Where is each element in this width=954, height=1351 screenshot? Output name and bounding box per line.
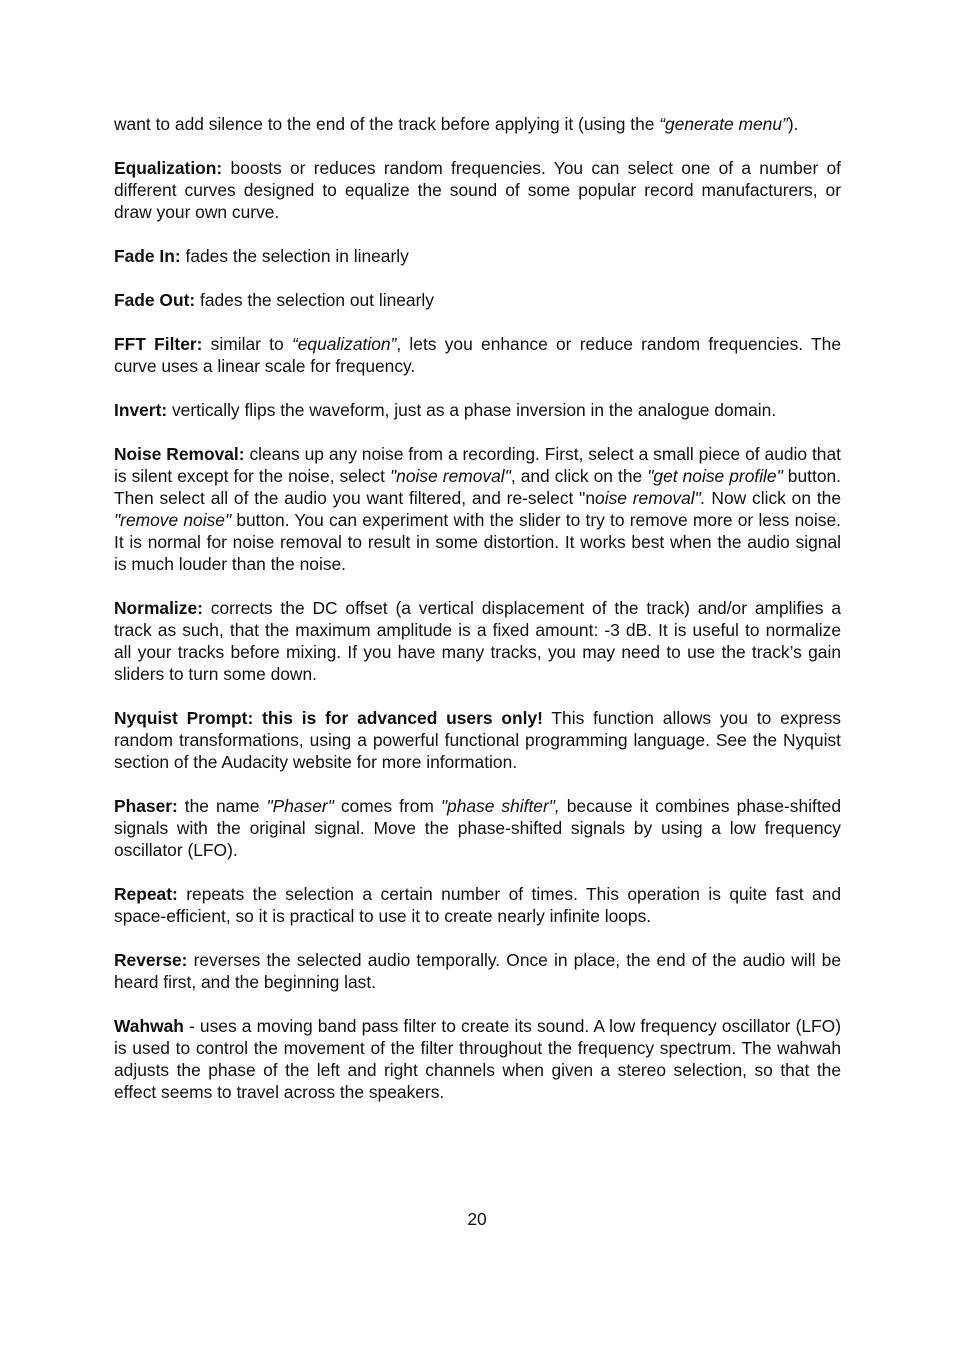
entry-text: repeats the selection a certain number of times. This operation is quite fast and space-efficient, so it is practical to use it to create nearly infinite loops. [114, 884, 841, 926]
entry-term: Fade In: [114, 246, 181, 266]
entry-term: Phaser: [114, 796, 178, 816]
entry-emphasis: "Phaser" [266, 796, 334, 816]
entry-term: Equalization: [114, 158, 223, 178]
entry-fade-in [114, 245, 841, 267]
entry-phaser [114, 795, 841, 861]
entry-emphasis: "phase shifter", [440, 796, 560, 816]
document-body [114, 113, 841, 1125]
entry-text: button. Then select all of the audio you want filtered, and re-select "n [114, 466, 841, 508]
entry-text: corrects the DC offset (a vertical displacement of the track) and/or amplifies a track as such, that the maximum amplitude is a fixed amount: -3 dB. It is useful to normalize all your tracks before mixing. If you have many tracks, you may need to use the track’s gain sliders to turn some down. [114, 598, 841, 684]
entry-term: Invert: [114, 400, 168, 420]
entry-text: want to add silence to the end of the track before applying it (using the [114, 114, 660, 134]
entry-noise-removal [114, 443, 841, 575]
entry-text: This function allows you to express random transformations, using a powerful functional programming language. See the Nyquist section of the Audacity website for more information. [114, 708, 841, 772]
entry-wahwah [114, 1015, 841, 1103]
entry-text: , lets you enhance or reduce random frequencies. The curve uses a linear scale for frequency. [114, 334, 841, 376]
entry-text: fades the selection in linearly [180, 246, 409, 266]
entry-emphasis: “equalization” [291, 334, 397, 354]
entry-fft-filter [114, 333, 841, 377]
entry-normalize [114, 597, 841, 685]
entry-text: because it combines phase-shifted signals with the original signal. Move the phase-shifted signals by using a low frequency oscillator (LFO). [114, 796, 841, 860]
entry-text: - uses a moving band pass filter to create its sound. A low frequency oscillator (LFO) is used to control the movement of the filter throughout the frequency spectrum. The wahwah adjusts the phase of the left and right channels when given a stereo selection, so that the effect seems to travel across the speakers. [114, 1016, 841, 1102]
entry-invert [114, 399, 841, 421]
entry-emphasis: “generate menu” [659, 114, 788, 134]
entry-fade-out [114, 289, 841, 311]
entry-text: comes from [333, 796, 441, 816]
entry-text: button. You can experiment with the slider to try to remove more or less noise. It is normal for noise removal to result in some distortion. It works best when the audio signal is much louder than the noise. [114, 510, 841, 574]
entry-text: similar to [202, 334, 292, 354]
entry-term: Repeat: [114, 884, 178, 904]
entry-text: reverses the selected audio temporally. Once in place, the end of the audio will be heard first, and the beginning last. [114, 950, 841, 992]
entry-equalization [114, 157, 841, 223]
entry-term: Reverse: [114, 950, 188, 970]
entry-term: Wahwah [114, 1016, 184, 1036]
page-number: 20 [467, 1209, 487, 1229]
entry-emphasis: "remove noise" [114, 510, 232, 530]
entry-text: Now click on the [705, 488, 841, 508]
entry-term: FFT Filter: [114, 334, 203, 354]
entry-term: Fade Out: [114, 290, 196, 310]
entry-text: cleans up any noise from a recording. First, select a small piece of audio that is silent except for the noise, select [114, 444, 841, 486]
entry-emphasis: "get noise profile" [647, 466, 783, 486]
entry-text: boosts or reduces random frequencies. You can select one of a number of different curves designed to equalize the sound of some popular record manufacturers, or draw your own curve. [114, 158, 841, 222]
entry-generate [114, 113, 841, 135]
entry-nyquist-prompt [114, 707, 841, 773]
entry-term: Noise Removal: [114, 444, 245, 464]
entry-text: vertically flips the waveform, just as a phase inversion in the analogue domain. [167, 400, 777, 420]
entry-reverse [114, 949, 841, 993]
entry-text: ). [787, 114, 799, 134]
entry-text: , and click on the [510, 466, 648, 486]
entry-text: fades the selection out linearly [195, 290, 434, 310]
entry-term: Nyquist Prompt: this is for advanced users only! [114, 708, 543, 728]
entry-text: the name [177, 796, 267, 816]
entry-emphasis: "noise removal" [390, 466, 511, 486]
entry-term: Normalize: [114, 598, 203, 618]
entry-repeat [114, 883, 841, 927]
entry-emphasis: oise removal". [595, 488, 706, 508]
